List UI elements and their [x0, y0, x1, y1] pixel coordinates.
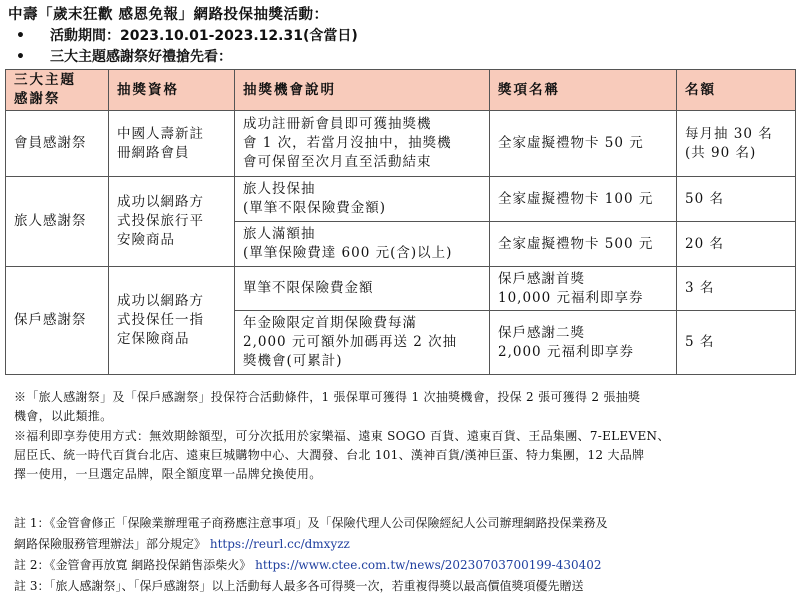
theme-cell: 會員感謝祭	[6, 111, 109, 177]
table-row	[6, 111, 796, 177]
prize-cell: 全家虛擬禮物卡 100 元	[490, 177, 677, 222]
description-cell: 旅人投保抽 (單筆不限保險費金額)	[235, 177, 490, 222]
theme-cell: 保戶感謝祭	[6, 267, 109, 375]
reference-2-link[interactable]: https://www.ctee.com.tw/news/20230703700199-430402	[255, 558, 602, 572]
prize-cell: 全家虛擬禮物卡 500 元	[490, 222, 677, 267]
quota-cell: 50 名	[677, 177, 796, 222]
header-prize: 獎項名稱	[490, 70, 677, 111]
prize-cell: 保戶感謝首獎 10,000 元福利即享券	[490, 267, 677, 311]
table-row	[6, 267, 796, 311]
reference-2: 註 2：《金管會再放寬 網路投保銷售添柴火》 https://www.ctee.com.tw/news/20230703700199-430402	[14, 558, 602, 572]
reference-1-line-1: 註 1：《金管會修正「保險業辦理電子商務應注意事項」及「保險代理人公司保險經紀人公司辦理網路投保業務及	[14, 516, 608, 530]
table-header-row	[6, 70, 796, 111]
note-voucher-usage: ※福利即享券使用方式：無效期餘額型，可分次抵用於家樂福、遠東 SOGO 百貨、遠東百貨、王品集團、7-ELEVEN、 屈臣氏、統一時代百貨台北店、遠東巨城購物中心、大潤發、台北 101、漢神百貨/漢神巨蛋、特力集團，12 大品牌 擇一使用，一旦選定品牌，限全額度單一品牌兌換使用。	[14, 429, 670, 481]
reference-1-line-2: 網路保險服務管理辦法」部分規定》 https://reurl.cc/dmxyzz	[14, 537, 350, 551]
prize-cell: 全家虛擬禮物卡 50 元	[490, 111, 677, 177]
prize-cell: 保戶感謝二獎 2,000 元福利即享券	[490, 311, 677, 375]
reference-3: 註 3：「旅人感謝祭」、「保戶感謝祭」以上活動每人最多各可得獎一次，若重複得獎以最高價值獎項優先贈送	[14, 579, 584, 593]
bullet-dot: •	[16, 28, 25, 44]
prize-table	[5, 69, 796, 375]
description-cell: 成功註冊新會員即可獲抽獎機 會 1 次，若當月沒抽中，抽獎機 會可保留至次月直至活動結束	[235, 111, 490, 177]
description-cell: 旅人滿額抽 (單筆保險費達 600 元(含)以上)	[235, 222, 490, 267]
note-lottery-rules: ※「旅人感謝祭」及「保戶感謝祭」投保符合活動條件，1 張保單可獲得 1 次抽獎機會，投保 2 張可獲得 2 張抽獎 機會，以此類推。	[14, 390, 641, 423]
description-cell: 年金險限定首期保險費每滿 2,000 元可額外加碼再送 2 次抽 獎機會(可累計)	[235, 311, 490, 375]
header-eligibility: 抽獎資格	[109, 70, 235, 111]
table-row	[6, 177, 796, 222]
header-description: 抽獎機會說明	[235, 70, 490, 111]
eligibility-cell: 成功以網路方 式投保任一指 定保險商品	[109, 267, 235, 375]
description-cell: 單筆不限保險費金額	[235, 267, 490, 311]
quota-cell: 3 名	[677, 267, 796, 311]
theme-cell: 旅人感謝祭	[6, 177, 109, 267]
themes-preview-text: 三大主題感謝祭好禮搶先看：	[50, 49, 232, 65]
quota-cell: 每月抽 30 名 (共 90 名)	[677, 111, 796, 177]
reference-1-link[interactable]: https://reurl.cc/dmxyzz	[209, 537, 350, 551]
eligibility-cell: 成功以網路方 式投保旅行平 安險商品	[109, 177, 235, 267]
header-quota: 名額	[677, 70, 796, 111]
quota-cell: 5 名	[677, 311, 796, 375]
activity-period-text: 活動期間：2023.10.01-2023.12.31(含當日)	[50, 28, 358, 44]
activity-period-bullet	[16, 25, 358, 45]
bullet-dot: •	[16, 49, 25, 65]
themes-preview-bullet	[16, 46, 232, 66]
eligibility-cell: 中國人壽新註 冊網路會員	[109, 111, 235, 177]
quota-cell: 20 名	[677, 222, 796, 267]
references	[14, 513, 789, 597]
header-theme: 三大主題 感謝祭	[6, 70, 109, 111]
page-title: 中壽「歲末狂歡 感恩免報」網路投保抽獎活動：	[8, 7, 329, 23]
